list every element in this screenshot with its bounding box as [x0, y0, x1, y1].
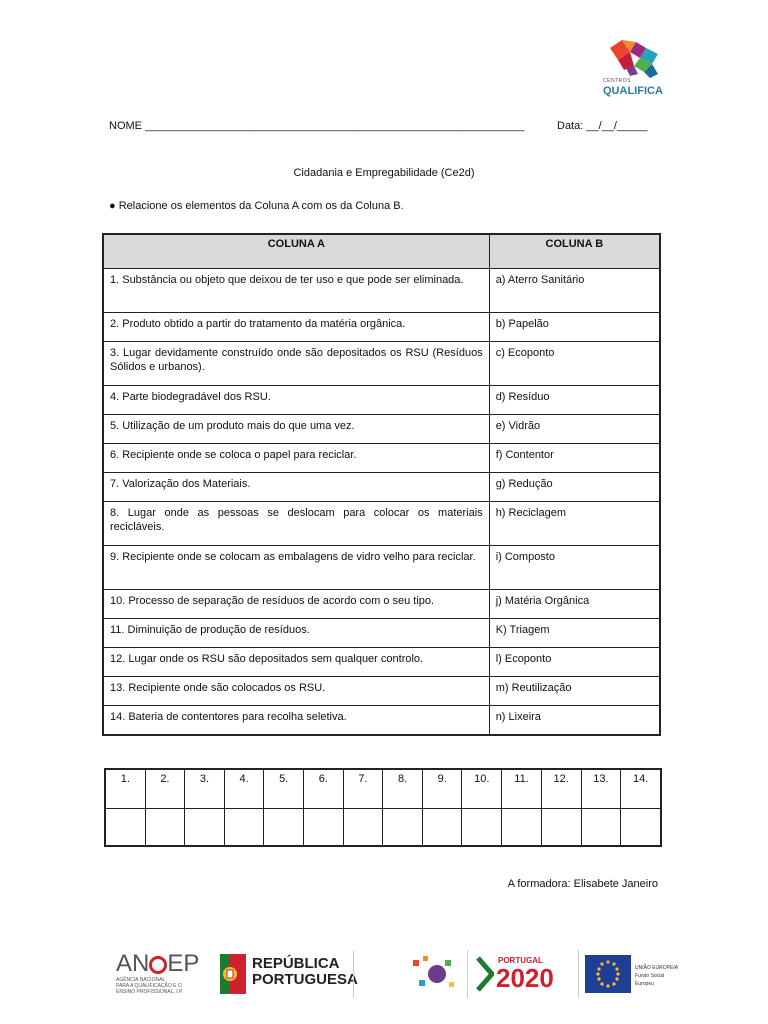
table-row	[103, 619, 660, 648]
eu-line1: UNIÃO EUROPEIA	[635, 965, 679, 971]
poch-logo	[353, 950, 462, 998]
answer-number-cell: 1.	[105, 769, 145, 809]
anqep-line3: ENSINO PROFISSIONAL, I.P.	[116, 989, 184, 995]
republica-line1: REPÚBLICA	[252, 955, 340, 972]
anqep-line2: PARA A QUALIFICAÇÃO E O	[116, 983, 182, 989]
answer-number-cell: 8.	[383, 769, 423, 809]
column-a-cell: 1. Substância ou objeto que deixou de ter uso e que pode ser eliminada.	[103, 269, 489, 313]
column-a-cell: 5. Utilização de um produto mais do que uma vez.	[103, 415, 489, 444]
answer-number-cell: 9.	[422, 769, 462, 809]
column-b-cell: c) Ecoponto	[489, 342, 660, 386]
republica-portuguesa-logo	[220, 952, 358, 996]
answer-number-cell: 6.	[304, 769, 344, 809]
answer-number-cell: 2.	[145, 769, 185, 809]
column-a-header: COLUNA A	[103, 234, 489, 269]
column-a-cell: 13. Recipiente onde são colocados os RSU.	[103, 677, 489, 706]
name-label: NOME	[109, 120, 142, 132]
eu-logo	[578, 950, 684, 998]
answer-number-cell: 4.	[224, 769, 264, 809]
answer-number-cell: 5.	[264, 769, 304, 809]
column-b-cell: g) Redução	[489, 473, 660, 502]
answer-input-cell[interactable]	[343, 809, 383, 847]
answer-number-cell: 11.	[502, 769, 542, 809]
pt2020-arrow-icon	[474, 954, 494, 994]
pt2020-line1: PORTUGAL	[498, 956, 543, 965]
date-label: Data:	[557, 120, 584, 132]
column-a-cell: 12. Lugar onde os RSU são depositados sem qualquer controlo.	[103, 648, 489, 677]
anqep-q-icon	[149, 956, 167, 974]
subject-title: Cidadania e Empregabilidade (Ce2d)	[293, 167, 475, 179]
matching-table	[102, 233, 661, 736]
logo-centros-text: CENTROS	[603, 78, 631, 84]
table-row	[103, 444, 660, 473]
column-a-cell: 4. Parte biodegradável dos RSU.	[103, 386, 489, 415]
anqep-line1: AGÊNCIA NACIONAL	[116, 977, 166, 983]
answer-number-cell: 12.	[541, 769, 581, 809]
portugal-2020-logo	[467, 950, 574, 998]
column-a-cell: 7. Valorização dos Materiais.	[103, 473, 489, 502]
table-row	[103, 502, 660, 546]
column-a-cell: 2. Produto obtido a partir do tratamento da matéria orgânica.	[103, 313, 489, 342]
table-row	[103, 386, 660, 415]
table-row	[103, 473, 660, 502]
table-row	[103, 342, 660, 386]
column-a-cell: 3. Lugar devidamente construído onde são depositados os RSU (Resíduos Sólidos e urbanos).	[103, 342, 489, 386]
pt2020-line2: 2020	[496, 963, 554, 993]
answer-input-cell[interactable]	[264, 809, 304, 847]
column-a-cell: 10. Processo de separação de resíduos de acordo com o seu tipo.	[103, 590, 489, 619]
column-a-cell: 14. Bateria de contentores para recolha seletiva.	[103, 706, 489, 735]
column-b-cell: f) Contentor	[489, 444, 660, 473]
instruction-text: Relacione os elementos da Coluna A com os da Coluna B.	[118, 200, 404, 212]
poch-graphic-icon	[409, 954, 459, 994]
trainer-signature: A formadora: Elisabete Janeiro	[507, 878, 658, 890]
answer-input-cell[interactable]	[422, 809, 462, 847]
answer-number-cell: 10.	[462, 769, 502, 809]
answer-number-cell: 7.	[343, 769, 383, 809]
answer-input-cell[interactable]	[383, 809, 423, 847]
column-b-cell: a) Aterro Sanitário	[489, 269, 660, 313]
answer-input-cell[interactable]	[502, 809, 542, 847]
answer-input-cell[interactable]	[224, 809, 264, 847]
column-b-cell: m) Reutilização	[489, 677, 660, 706]
anqep-mark-left: AN	[116, 950, 150, 977]
answer-input-cell[interactable]	[185, 809, 225, 847]
eu-flag-icon	[585, 955, 631, 993]
name-line[interactable]	[109, 119, 524, 133]
table-row	[103, 415, 660, 444]
answer-input-cell[interactable]	[462, 809, 502, 847]
column-b-cell: K) Triagem	[489, 619, 660, 648]
date-line[interactable]	[557, 119, 648, 133]
column-b-cell: i) Composto	[489, 546, 660, 590]
table-row	[103, 677, 660, 706]
answer-number-cell: 14.	[621, 769, 661, 809]
table-row	[103, 648, 660, 677]
answer-input-cell[interactable]	[145, 809, 185, 847]
table-row	[103, 313, 660, 342]
anqep-logo	[116, 950, 216, 998]
eu-line2: Fundo Social Europeu	[635, 973, 665, 987]
column-a-cell: 6. Recipiente onde se coloca o papel para reciclar.	[103, 444, 489, 473]
column-b-cell: j) Matéria Orgânica	[489, 590, 660, 619]
portugal-emblem-icon	[220, 954, 246, 994]
answer-input-cell[interactable]	[621, 809, 661, 847]
column-b-cell: h) Reciclagem	[489, 502, 660, 546]
column-a-cell: 9. Recipiente onde se colocam as embalagens de vidro velho para reciclar.	[103, 546, 489, 590]
column-b-cell: n) Lixeira	[489, 706, 660, 735]
answer-input-cell[interactable]	[105, 809, 145, 847]
column-b-cell: e) Vidrão	[489, 415, 660, 444]
republica-line2: PORTUGUESA	[252, 971, 358, 988]
column-b-cell: b) Papelão	[489, 313, 660, 342]
column-a-cell: 11. Diminuição de produção de resíduos.	[103, 619, 489, 648]
column-a-cell: 8. Lugar onde as pessoas se deslocam para colocar os materiais recicláveis.	[103, 502, 489, 546]
bullet-icon: ●	[109, 200, 116, 212]
instruction	[109, 199, 404, 213]
name-blank: ______________________________________________________________	[145, 120, 525, 132]
table-row	[103, 590, 660, 619]
date-blank: __/__/_____	[586, 120, 648, 132]
column-b-cell: l) Ecoponto	[489, 648, 660, 677]
anqep-mark-right: EP	[167, 950, 200, 977]
column-b-header: COLUNA B	[489, 234, 660, 269]
table-row	[103, 269, 660, 313]
table-row	[103, 706, 660, 735]
answer-input-cell[interactable]	[541, 809, 581, 847]
column-b-cell: d) Resíduo	[489, 386, 660, 415]
answer-number-cell: 3.	[185, 769, 225, 809]
table-row	[103, 546, 660, 590]
answer-input-cell[interactable]	[304, 809, 344, 847]
logo-qualifica-text: QUALIFICA	[603, 85, 663, 97]
answer-grid	[104, 768, 662, 847]
answer-number-cell: 13.	[581, 769, 621, 809]
answer-input-cell[interactable]	[581, 809, 621, 847]
